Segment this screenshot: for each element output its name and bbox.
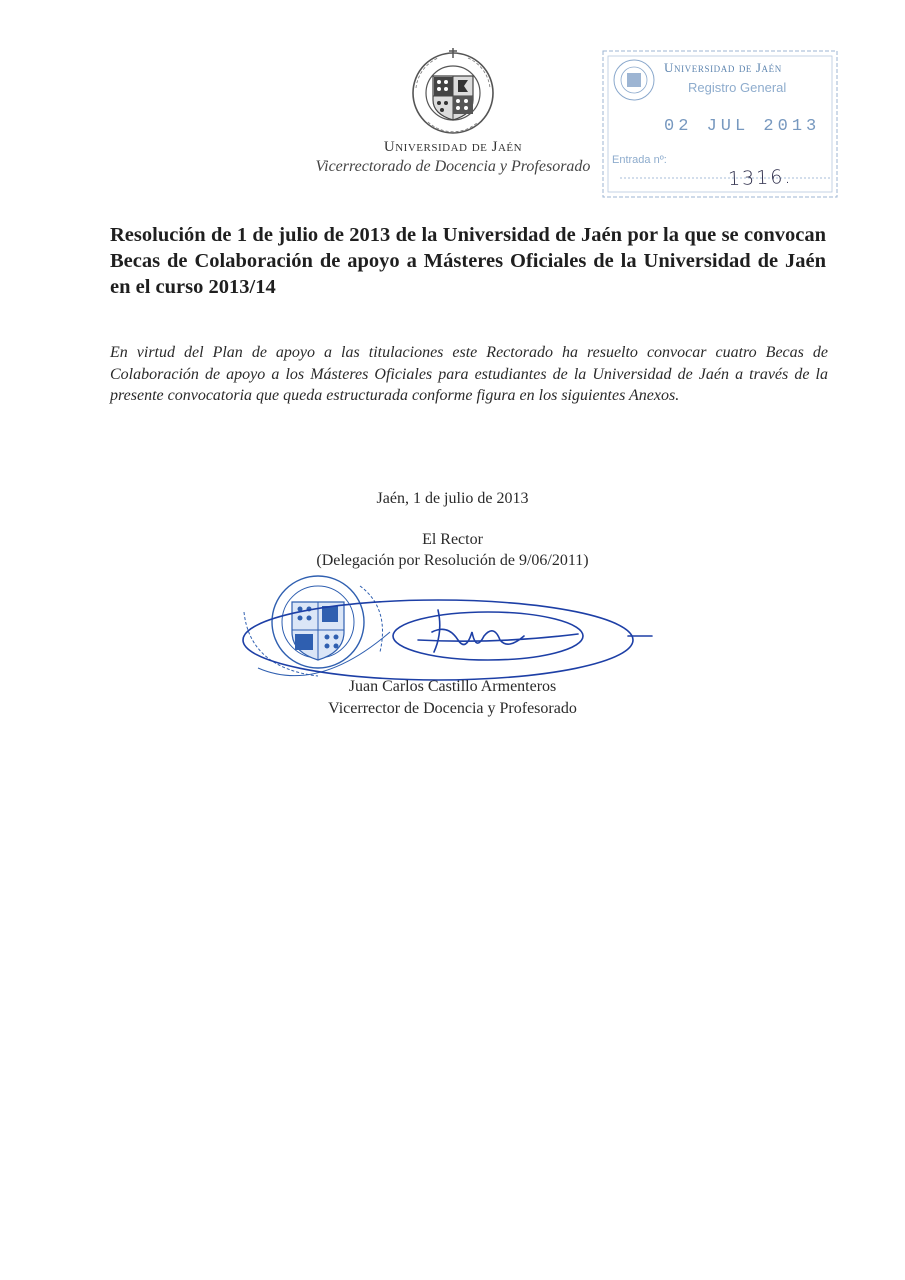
university-crest-logo: [408, 48, 498, 138]
institution-name: Universidad de Jaén: [383, 139, 523, 155]
intro-paragraph: En virtud del Plan de apoyo a las titulaciones este Rectorado ha resuelto convocar cuatro Becas de Colaboración de apoyo a los Másteres Oficiales para estudiantes de la Universidad de Jaén a través de la presente convocatoria que queda estructurada conforme figura en los siguientes Anexos.: [110, 344, 828, 404]
office-name: Vicerrectorado de Docencia y Profesorado: [315, 158, 591, 175]
stamp-subtitle: Registro General: [688, 80, 787, 95]
stamp-entry-label: Entrada nº:: [612, 154, 667, 166]
stamp-date: 02 JUL 2013: [664, 117, 821, 136]
document-title: Resolución de 1 de julio de 2013 de la Universidad de Jaén por la que se convocan Becas de Colaboración de apoyo a Másteres Oficiales de la Universidad de Jaén en el curso 2013/14: [110, 224, 826, 298]
signer-role: Vicerrector de Docencia y Profesorado: [328, 700, 577, 717]
place-date: Jaén, 1 de julio de 2013: [376, 490, 529, 507]
stamp-entry-number: 1316.: [727, 165, 793, 191]
stamp-title: Universidad de Jaén: [664, 60, 782, 75]
delegation-note: (Delegación por Resolución de 9/06/2011): [316, 552, 589, 569]
signer-name: Juan Carlos Castillo Armenteros: [348, 678, 557, 695]
handwritten-signature: [238, 592, 658, 688]
rector-title: El Rector: [422, 531, 483, 548]
